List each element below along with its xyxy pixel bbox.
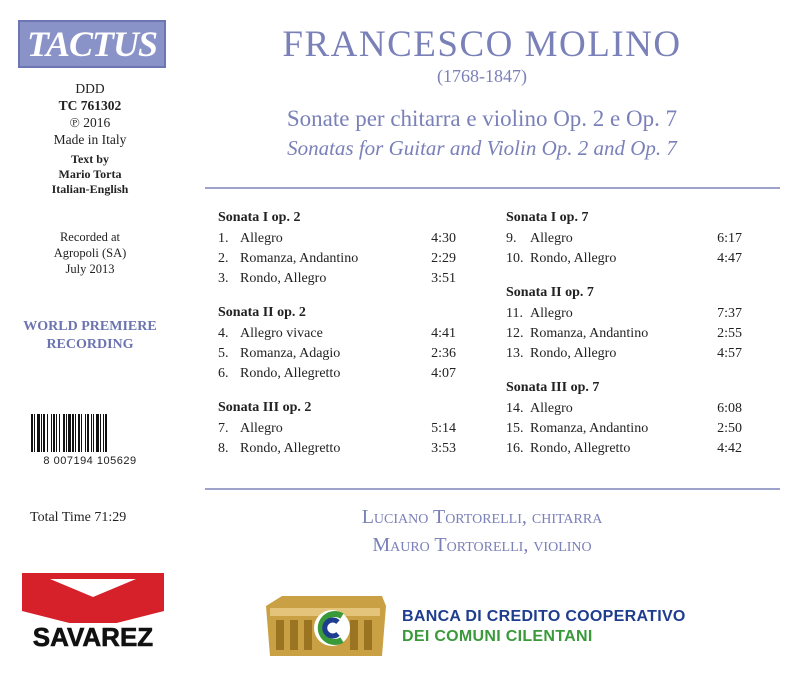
barcode-bar — [100, 414, 101, 452]
text-by-lang: Italian-English — [51, 182, 129, 196]
sonata-title: Sonata I op. 2 — [218, 210, 301, 225]
text-by-author: Mario Torta — [58, 167, 122, 181]
track-row — [218, 268, 456, 288]
barcode-bar — [37, 414, 40, 452]
track-name: Rondo, Allegro — [240, 271, 327, 286]
divider-top — [205, 187, 780, 189]
tactus-logo — [18, 20, 166, 68]
barcode-bar — [59, 414, 60, 452]
barcode-bar — [41, 414, 42, 452]
barcode-bar — [103, 414, 104, 452]
track-row — [218, 418, 456, 438]
barcode-bar — [91, 414, 92, 452]
track-name: Romanza, Adagio — [240, 346, 341, 361]
barcode-bar — [105, 414, 107, 452]
track-duration: 2:55 — [717, 326, 742, 341]
track-row — [218, 248, 456, 268]
track-name: Allegro vivace — [240, 326, 323, 341]
track-number: 12. — [506, 326, 524, 341]
sonata-title: Sonata III op. 7 — [506, 380, 600, 395]
track-row — [506, 343, 742, 363]
barcode-bar — [96, 414, 99, 452]
sonata-group — [506, 282, 742, 363]
track-number: 2. — [218, 251, 229, 266]
track-name: Allegro — [530, 306, 573, 321]
premiere-line2: RECORDING — [46, 337, 134, 352]
sonata-title: Sonata III op. 2 — [218, 400, 312, 415]
performer-guitar: Luciano Tortorelli, chitarra — [361, 506, 603, 528]
track-name: Allegro — [530, 401, 573, 416]
track-name: Romanza, Andantino — [240, 251, 359, 266]
track-row — [218, 228, 456, 248]
recorded-line1: Recorded at — [59, 230, 121, 244]
track-duration: 4:47 — [717, 251, 742, 266]
tactus-logo-text: TACTUS — [26, 24, 158, 64]
track-row — [506, 248, 742, 268]
track-number: 3. — [218, 271, 229, 286]
track-number: 11. — [506, 306, 523, 321]
savarez-logo — [20, 571, 166, 653]
track-duration: 2:29 — [431, 251, 456, 266]
track-number: 10. — [506, 251, 524, 266]
sonata-title: Sonata II op. 7 — [506, 285, 594, 300]
sonata-title: Sonata I op. 7 — [506, 210, 589, 225]
track-name: Allegro — [530, 231, 573, 246]
tracklist-left — [218, 207, 456, 472]
track-number: 13. — [506, 346, 524, 361]
bank-name-line1: BANCA DI CREDITO COOPERATIVO — [402, 608, 686, 625]
sonata-group — [506, 207, 742, 268]
track-number: 8. — [218, 441, 229, 456]
track-name: Romanza, Andantino — [530, 421, 649, 436]
album-title-english: Sonatas for Guitar and Violin Op. 2 and Op. 7 — [287, 136, 677, 160]
barcode-bar — [47, 414, 48, 452]
recorded-line3: July 2013 — [65, 262, 115, 276]
track-number: 16. — [506, 441, 524, 456]
track-number: 1. — [218, 231, 229, 246]
format-label: DDD — [75, 81, 105, 96]
barcode-bar — [78, 414, 80, 452]
track-number: 14. — [506, 401, 524, 416]
sonata-group — [506, 377, 742, 458]
divider-bottom — [205, 488, 780, 490]
track-duration: 4:30 — [431, 231, 456, 246]
track-row — [506, 228, 742, 248]
track-duration: 6:08 — [717, 401, 742, 416]
track-number: 9. — [506, 231, 517, 246]
track-name: Rondo, Allegretto — [240, 366, 341, 381]
track-row — [506, 323, 742, 343]
total-time: Total Time 71:29 — [30, 510, 127, 525]
track-duration: 4:41 — [431, 326, 456, 341]
track-name: Rondo, Allegro — [530, 346, 617, 361]
track-row — [506, 303, 742, 323]
premiere-line1: WORLD PREMIERE — [23, 319, 157, 334]
savarez-logo-text: SAVAREZ — [32, 622, 154, 652]
barcode-number: 8 007194 105629 — [43, 455, 137, 467]
track-duration: 5:14 — [431, 421, 456, 436]
track-duration: 4:07 — [431, 366, 456, 381]
track-name: Rondo, Allegro — [530, 251, 617, 266]
track-name: Rondo, Allegretto — [530, 441, 631, 456]
sonata-title: Sonata II op. 2 — [218, 305, 306, 320]
track-number: 5. — [218, 346, 229, 361]
barcode-bar — [85, 414, 86, 452]
track-name: Allegro — [240, 231, 283, 246]
track-duration: 2:36 — [431, 346, 456, 361]
barcode-bar — [56, 414, 57, 452]
track-duration: 7:37 — [717, 306, 742, 321]
track-duration: 6:17 — [717, 231, 742, 246]
barcode-bar — [68, 414, 71, 452]
barcode-bar — [81, 414, 82, 452]
track-duration: 4:42 — [717, 441, 742, 456]
text-by-title: Text by — [71, 152, 109, 166]
barcode-bar — [72, 414, 74, 452]
track-duration: 4:57 — [717, 346, 742, 361]
bank-name-line2: DEI COMUNI CILENTANI — [402, 628, 593, 645]
composer-name: FRANCESCO MOLINO — [282, 24, 682, 65]
barcode-bar — [63, 414, 65, 452]
track-number: 4. — [218, 326, 229, 341]
sonata-group — [218, 397, 456, 458]
track-name: Allegro — [240, 421, 283, 436]
track-row — [506, 438, 742, 458]
barcode-bar — [93, 414, 94, 452]
track-row — [218, 323, 456, 343]
barcode-bar — [87, 414, 89, 452]
made-in: Made in Italy — [53, 132, 127, 147]
track-duration: 3:51 — [431, 271, 456, 286]
track-duration: 2:50 — [717, 421, 742, 436]
track-number: 15. — [506, 421, 524, 436]
track-row — [218, 363, 456, 383]
recorded-line2: Agropoli (SA) — [53, 246, 127, 260]
track-name: Rondo, Allegretto — [240, 441, 341, 456]
track-row — [506, 398, 742, 418]
track-row — [218, 438, 456, 458]
barcode-bar — [43, 414, 45, 452]
barcode-bar — [75, 414, 76, 452]
barcode-bar — [53, 414, 55, 452]
track-row — [506, 418, 742, 438]
track-number: 6. — [218, 366, 229, 381]
track-duration: 3:53 — [431, 441, 456, 456]
copyright-year: ℗ 2016 — [69, 115, 111, 130]
track-number: 7. — [218, 421, 229, 436]
tracklist-right — [506, 207, 742, 472]
barcode — [30, 414, 150, 452]
composer-dates: (1768-1847) — [437, 66, 527, 86]
sonata-group — [218, 302, 456, 383]
performer-violin: Mauro Tortorelli, violino — [372, 534, 592, 556]
barcode-bar — [34, 414, 35, 452]
barcode-bar — [66, 414, 67, 452]
sonata-group — [218, 207, 456, 288]
bank-logo — [262, 566, 394, 676]
barcode-bar — [31, 414, 33, 452]
track-name: Romanza, Andantino — [530, 326, 649, 341]
catalog-number: TC 761302 — [58, 98, 122, 113]
track-row — [218, 343, 456, 363]
barcode-bar — [51, 414, 52, 452]
album-title-italian: Sonate per chitarra e violino Op. 2 e Op. 7 — [286, 106, 678, 131]
